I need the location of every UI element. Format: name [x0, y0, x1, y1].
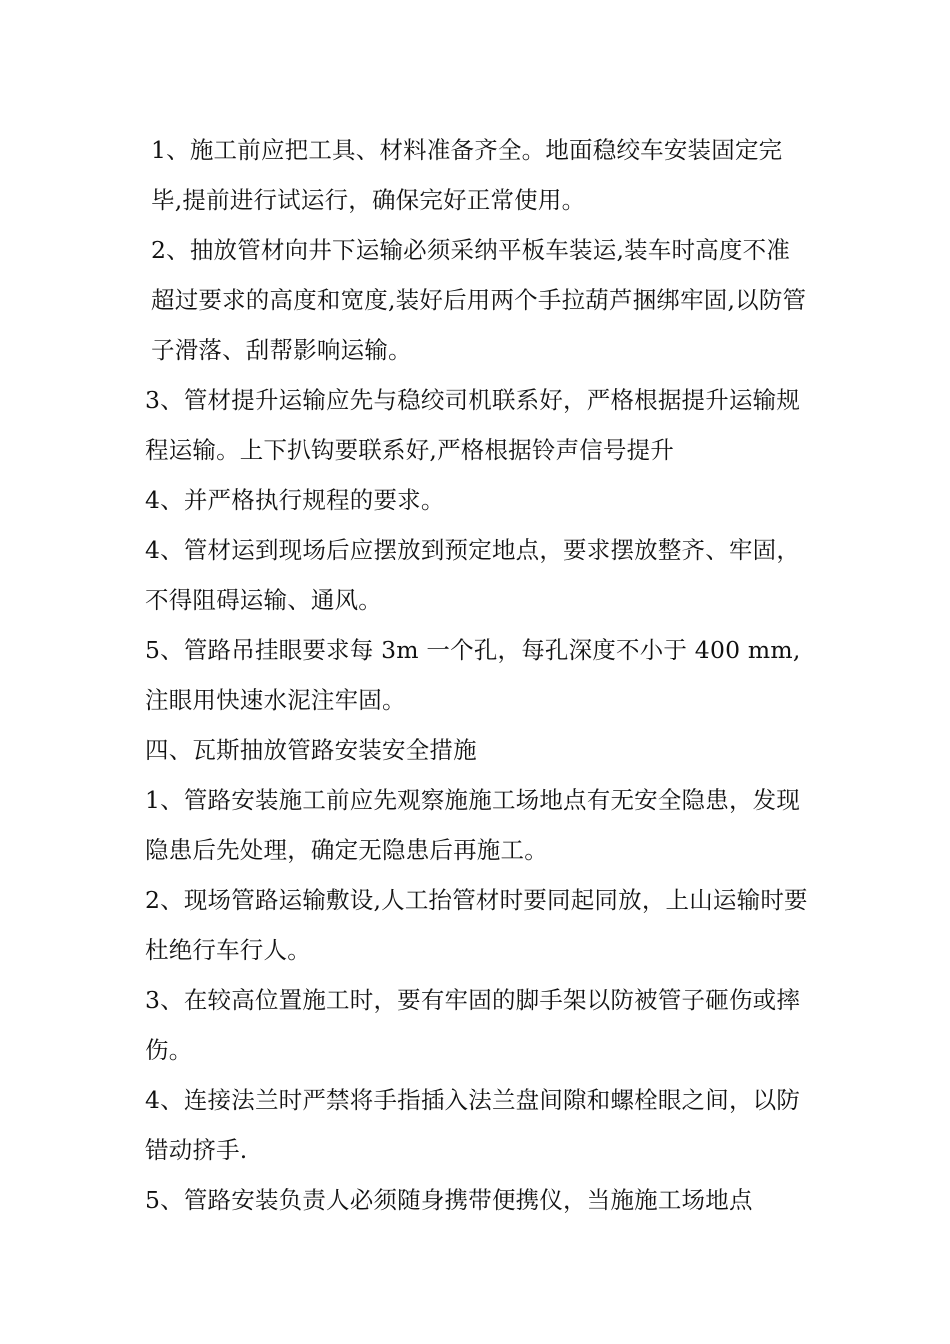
paragraph-8: 2、现场管路运输敷设,人工抬管材时要同起同放，上山运输时要杜绝行车行人。 — [145, 886, 808, 964]
paragraph-11: 5、管路安装负责人必须随身携带便携仪，当施施工场地点 — [145, 1186, 753, 1214]
paragraph-2: 2、抽放管材向井下运输必须采纳平板车装运,装车时高度不准超过要求的高度和宽度,装好后用两个手拉葫芦捆绑牢固,以防管子滑落、刮帮影响运输。 — [151, 236, 807, 364]
paragraph-6: 5、管路吊挂眼要求每 3m 一个孔，每孔深度不小于 400 mm,注眼用快速水泥注牢固。 — [145, 636, 801, 714]
paragraph-4: 4、并严格执行规程的要求。 — [145, 486, 445, 514]
document-body — [145, 125, 810, 1225]
paragraph-9: 3、在较高位置施工时，要有牢固的脚手架以防被管子砸伤或摔伤。 — [145, 986, 801, 1064]
paragraph-5: 4、管材运到现场后应摆放到预定地点，要求摆放整齐、牢固，不得阻碍运输、通风。 — [145, 536, 801, 614]
section-heading: 四、瓦斯抽放管路安装安全措施 — [145, 736, 477, 764]
paragraph-7: 1、管路安装施工前应先观察施施工场地点有无安全隐患，发现隐患后先处理，确定无隐患后再施工。 — [145, 786, 801, 864]
paragraph-10: 4、连接法兰时严禁将手指插入法兰盘间隙和螺栓眼之间，以防错动挤手. — [145, 1086, 801, 1164]
paragraph-1: 1、施工前应把工具、材料准备齐全。地面稳绞车安装固定完毕,提前进行试运行，确保完好正常使用。 — [151, 136, 783, 214]
paragraph-3: 3、管材提升运输应先与稳绞司机联系好，严格根据提升运输规程运输。上下扒钩要联系好,严格根据铃声信号提升 — [145, 386, 801, 464]
